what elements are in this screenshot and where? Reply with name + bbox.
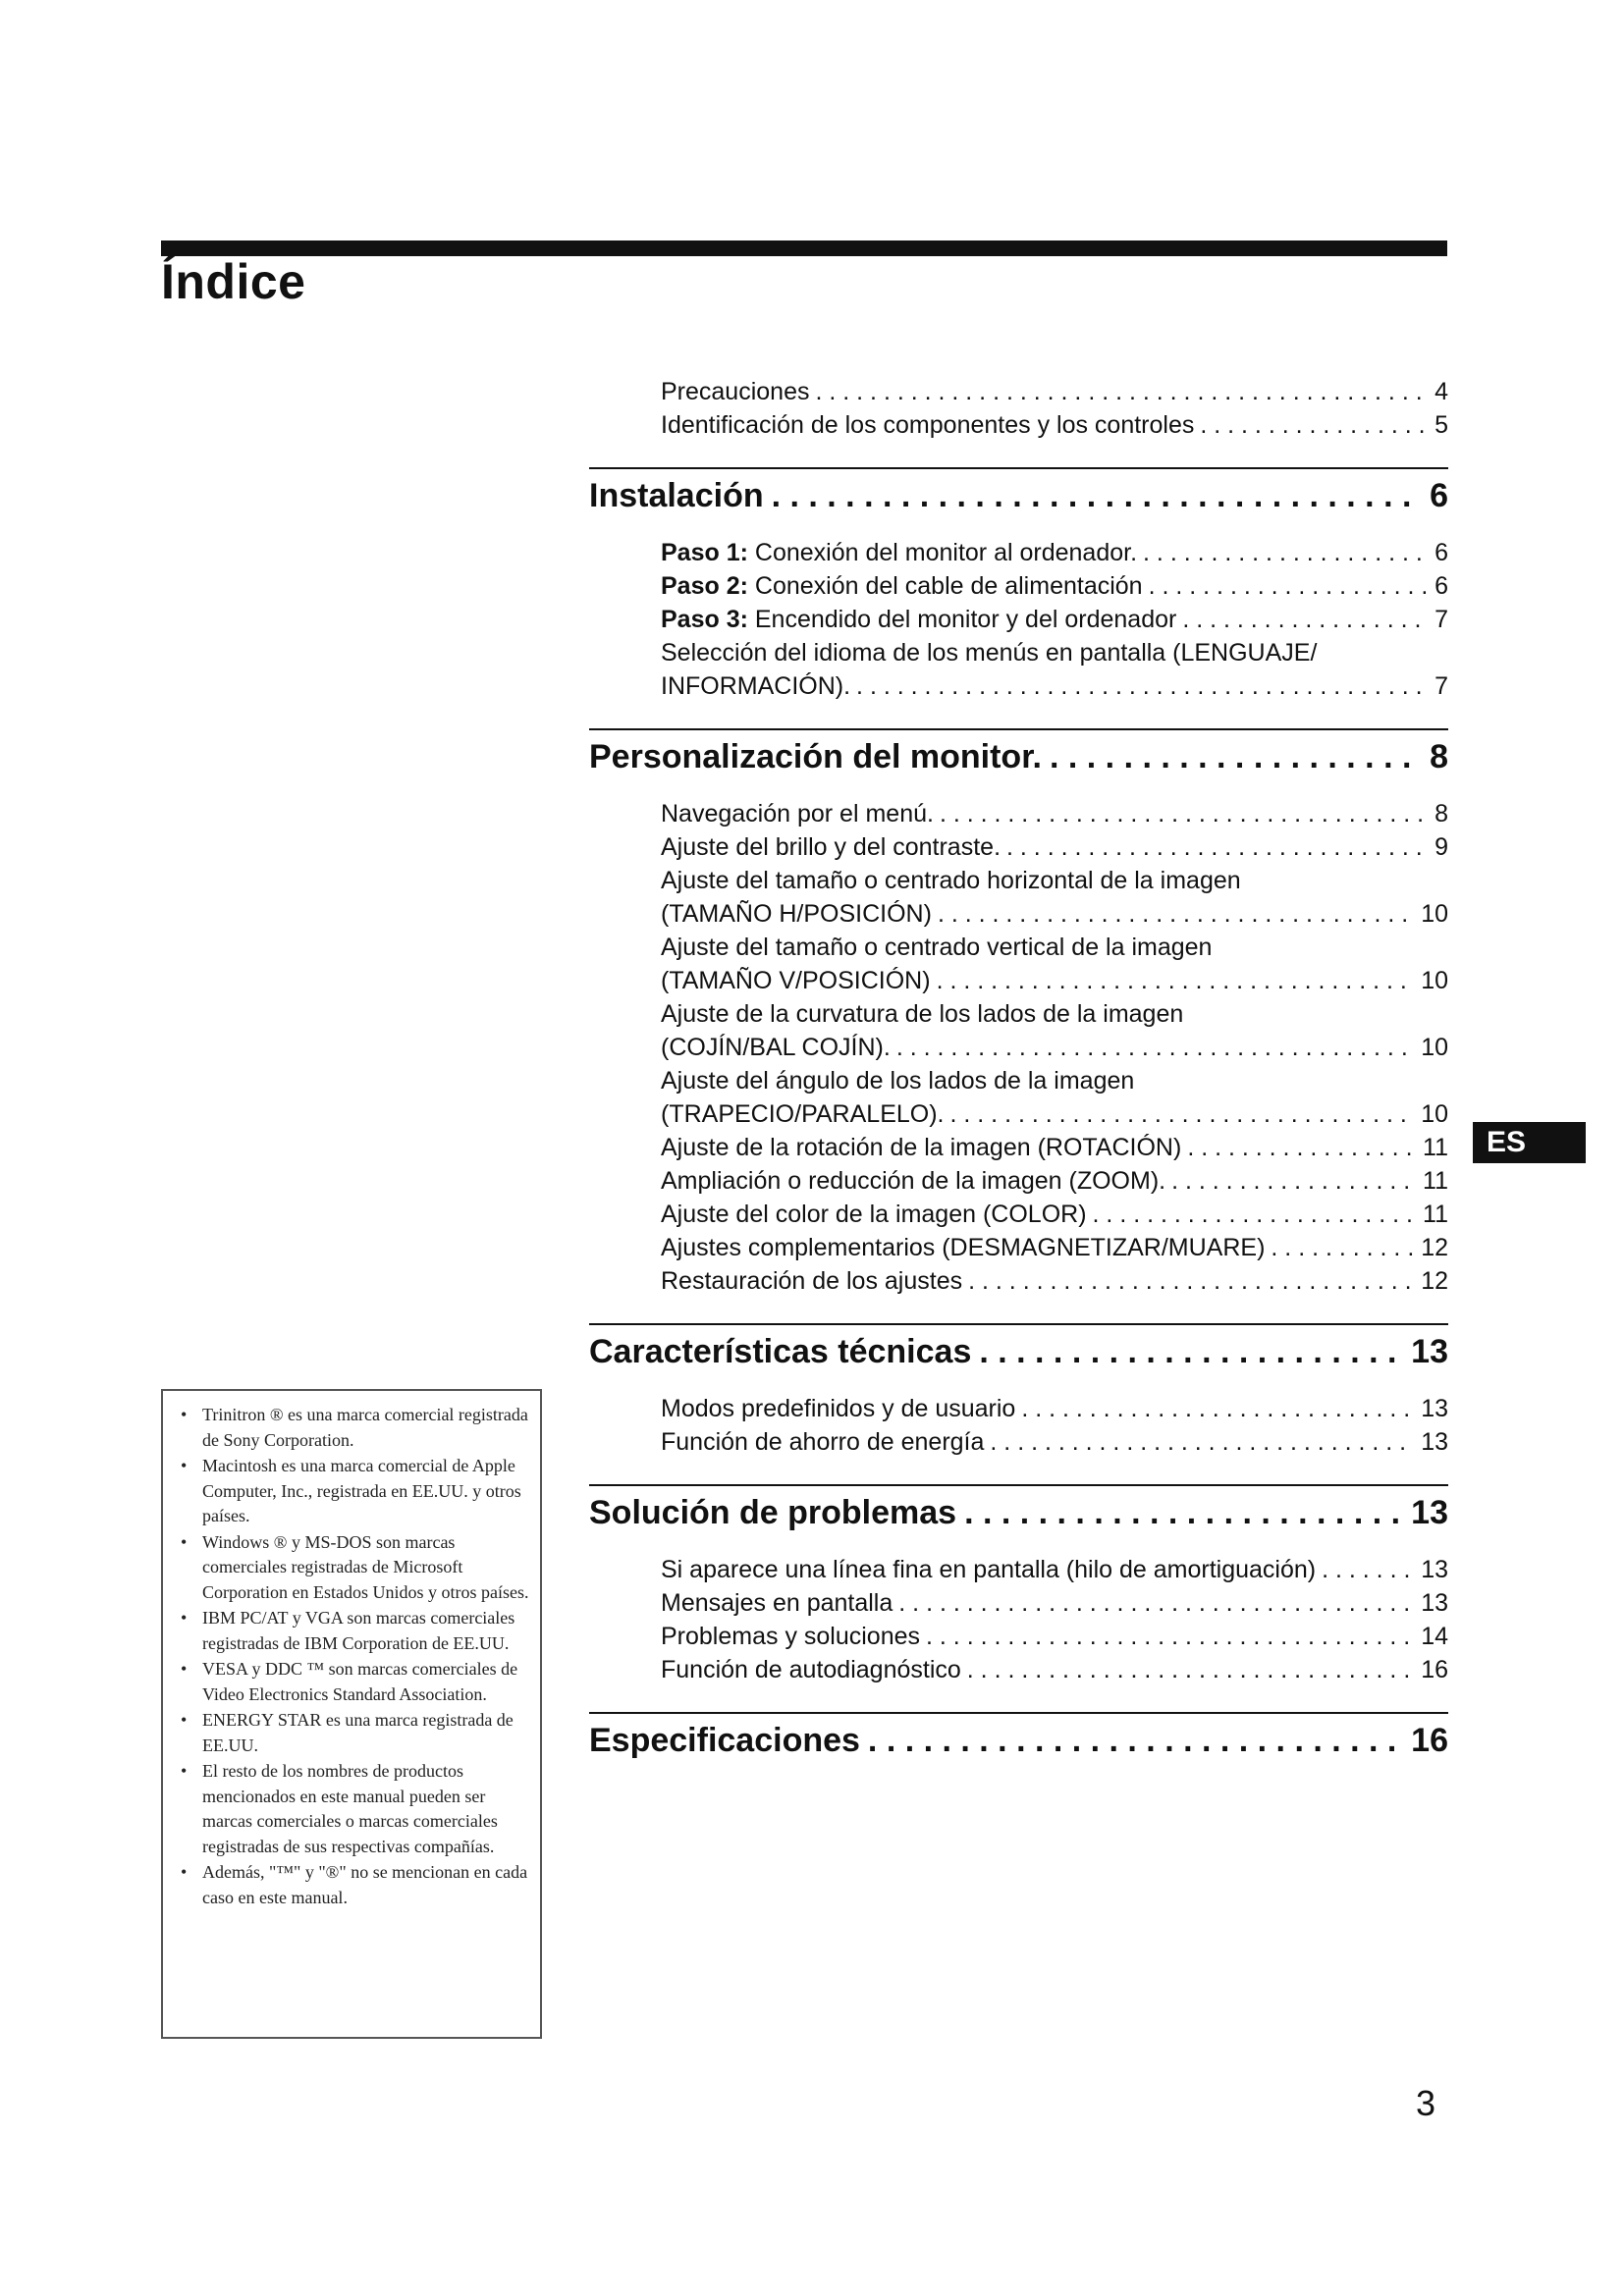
toc-entry-line[interactable]: Ajuste del ángulo de los lados de la imagen bbox=[661, 1067, 1135, 1095]
toc-entry[interactable]: Ajustes complementarios (DESMAGNETIZAR/MUARE) . . . 12 bbox=[661, 1231, 1448, 1264]
trademark-note: • El resto de los nombres de productos mencionados en este manual pueden ser marcas comerciales o marcas comerciales registradas de sus respectivas compañías. bbox=[177, 1759, 530, 1859]
toc-entry-line[interactable]: Ajuste del tamaño o centrado vertical de la imagen bbox=[661, 934, 1213, 961]
toc-entry-line[interactable]: Ajuste de la curvatura de los lados de la imagen bbox=[661, 1000, 1184, 1028]
toc-entry[interactable]: Restauración de los ajustes . . . 12 bbox=[661, 1264, 1448, 1298]
toc-entry[interactable]: Precauciones . . . 4 bbox=[661, 375, 1448, 408]
toc-entry[interactable]: Identificación de los componentes y los controles . . . 5 bbox=[661, 408, 1448, 442]
toc-entry[interactable]: Problemas y soluciones . . . 14 bbox=[661, 1620, 1448, 1653]
trademark-note: • Trinitron ® es una marca comercial registrada de Sony Corporation. bbox=[177, 1403, 530, 1453]
section-heading[interactable]: Solución de problemas . . . 13 bbox=[589, 1490, 1448, 1535]
toc-entry[interactable]: Ajuste de la rotación de la imagen (ROTACIÓN) . . . 11 bbox=[661, 1131, 1448, 1164]
toc-entry[interactable]: (TAMAÑO V/POSICIÓN) . . . 10 bbox=[661, 964, 1448, 997]
section-instalacion bbox=[589, 467, 1448, 703]
toc-entry[interactable]: Paso 1: Conexión del monitor al ordenador. . . . 6 bbox=[661, 536, 1448, 569]
toc-entry[interactable]: Paso 3: Encendido del monitor y del ordenador . . . 7 bbox=[661, 603, 1448, 636]
toc-entry[interactable]: Modos predefinidos y de usuario . . . 13 bbox=[661, 1392, 1448, 1425]
toc-entry[interactable]: Si aparece una línea fina en pantalla (hilo de amortiguación) . . . 13 bbox=[661, 1553, 1448, 1586]
top-rule bbox=[161, 240, 1447, 256]
toc-entry[interactable]: Función de ahorro de energía . . . 13 bbox=[661, 1425, 1448, 1459]
toc-entry[interactable]: Ajuste del brillo y del contraste. . . . 9 bbox=[661, 830, 1448, 864]
toc-entry[interactable]: (TRAPECIO/PARALELO). . . . 10 bbox=[661, 1097, 1448, 1131]
section-heading[interactable]: Personalización del monitor. . . . 8 bbox=[589, 734, 1448, 779]
language-tab: ES bbox=[1473, 1122, 1586, 1163]
toc-entry[interactable]: (TAMAÑO H/POSICIÓN) . . . 10 bbox=[661, 897, 1448, 931]
toc-entry[interactable]: Ampliación o reducción de la imagen (ZOOM). . . . 11 bbox=[661, 1164, 1448, 1198]
toc-entry-line[interactable]: Selección del idioma de los menús en pantalla (LENGUAJE/ bbox=[661, 639, 1318, 667]
toc-entry[interactable]: Mensajes en pantalla . . . 13 bbox=[661, 1586, 1448, 1620]
toc-entry[interactable]: INFORMACIÓN). . . . 7 bbox=[661, 669, 1448, 703]
section-especificaciones bbox=[589, 1712, 1448, 1763]
trademarks-box bbox=[161, 1389, 542, 2039]
trademark-note: • Además, "™" y "®" no se mencionan en cada caso en este manual. bbox=[177, 1860, 530, 1910]
toc-entry[interactable]: (COJÍN/BAL COJÍN). . . . 10 bbox=[661, 1031, 1448, 1064]
toc-entry[interactable]: Paso 2: Conexión del cable de alimentación . . . 6 bbox=[661, 569, 1448, 603]
trademark-note: • IBM PC/AT y VGA son marcas comerciales registradas de IBM Corporation de EE.UU. bbox=[177, 1606, 530, 1656]
toc-entry[interactable]: Ajuste del color de la imagen (COLOR) . . . 11 bbox=[661, 1198, 1448, 1231]
trademark-note: • Macintosh es una marca comercial de Apple Computer, Inc., registrada en EE.UU. y otros países. bbox=[177, 1454, 530, 1529]
section-personalizacion bbox=[589, 728, 1448, 1298]
toc-entry-line[interactable]: Ajuste del tamaño o centrado horizontal de la imagen bbox=[661, 867, 1241, 894]
trademark-note: • Windows ® y MS-DOS son marcas comerciales registradas de Microsoft Corporation en Estados Unidos y otros países. bbox=[177, 1530, 530, 1606]
section-heading[interactable]: Especificaciones . . . 16 bbox=[589, 1718, 1448, 1763]
section-solucion bbox=[589, 1484, 1448, 1686]
page-title: Índice bbox=[161, 254, 306, 309]
table-of-contents bbox=[589, 375, 1448, 1781]
section-heading[interactable]: Instalación . . . 6 bbox=[589, 473, 1448, 518]
page-number: 3 bbox=[1416, 2083, 1436, 2123]
section-heading[interactable]: Características técnicas . . . 13 bbox=[589, 1329, 1448, 1374]
trademark-note: • ENERGY STAR es una marca registrada de EE.UU. bbox=[177, 1708, 530, 1758]
toc-entry[interactable]: Función de autodiagnóstico . . . 16 bbox=[661, 1653, 1448, 1686]
toc-entry[interactable]: Navegación por el menú. . . . 8 bbox=[661, 797, 1448, 830]
section-caracteristicas bbox=[589, 1323, 1448, 1459]
trademark-note: • VESA y DDC ™ son marcas comerciales de Video Electronics Standard Association. bbox=[177, 1657, 530, 1707]
